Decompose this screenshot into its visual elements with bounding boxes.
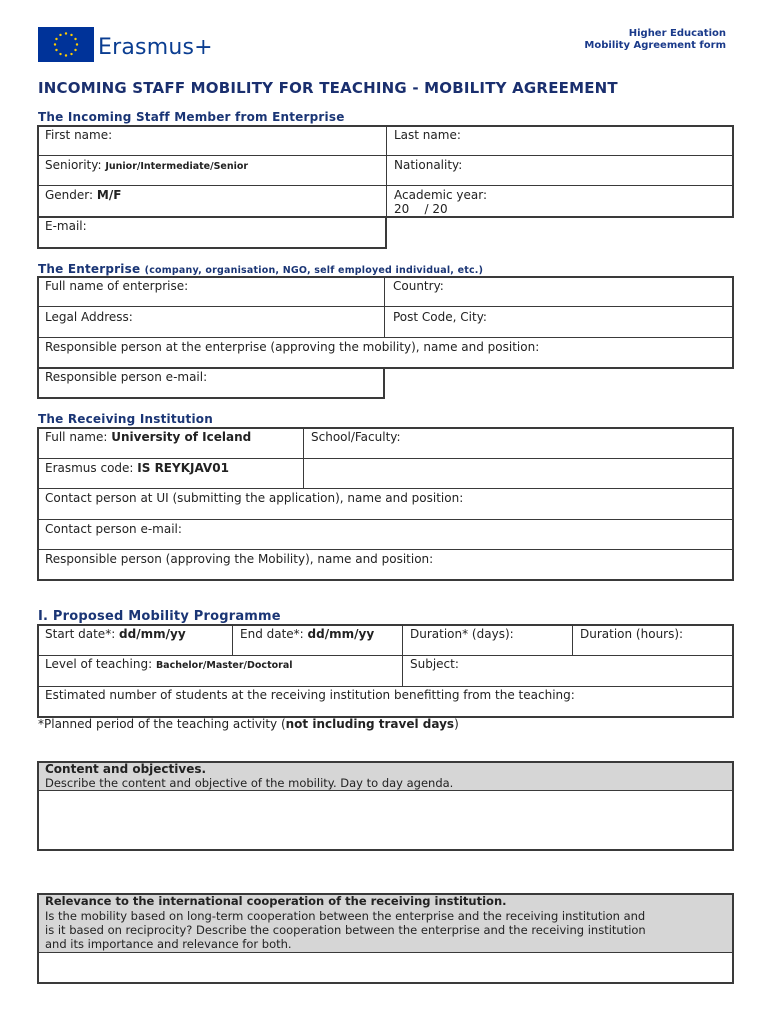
relevance-desc-line1: Is the mobility based on long-term cooperation between the enterprise and the receiving institution and [45, 909, 646, 923]
enterprise-responsible-field[interactable]: Responsible person at the enterprise (approving the mobility), name and position: [45, 340, 540, 354]
school-faculty-field[interactable]: School/Faculty: [311, 430, 401, 444]
eu-star-icon [70, 53, 72, 55]
contact-person-field[interactable]: Contact person at UI (submitting the application), name and position: [45, 491, 464, 505]
planned-period-note: *Planned period of the teaching activity (not including travel days) [38, 717, 459, 731]
start-date-field[interactable]: Start date*: dd/mm/yy [45, 627, 186, 641]
last-name-field[interactable]: Last name: [394, 128, 461, 142]
page-title: INCOMING STAFF MOBILITY FOR TEACHING - MOBILITY AGREEMENT [38, 79, 618, 97]
eu-star-icon [55, 38, 57, 40]
end-date-field[interactable]: End date*: dd/mm/yy [240, 627, 375, 641]
content-objectives-desc: Describe the content and objective of the mobility. Day to day agenda. [45, 776, 454, 790]
erasmus-code-field[interactable]: Erasmus code: IS REYKJAV01 [45, 461, 229, 475]
first-name-field[interactable]: First name: [45, 128, 113, 142]
content-objectives-title: Content and objectives. [45, 762, 207, 776]
relevance-input[interactable] [39, 954, 732, 982]
staff-email-box [37, 216, 387, 249]
contact-email-field[interactable]: Contact person e-mail: [45, 522, 182, 536]
eu-star-icon [74, 38, 76, 40]
eu-star-icon [65, 54, 67, 56]
eu-stars-icon [38, 27, 94, 62]
eu-star-icon [54, 43, 56, 45]
eu-star-icon [74, 49, 76, 51]
duration-hours-field[interactable]: Duration (hours): [580, 627, 684, 641]
relevance-desc-line2: is it based on reciprocity? Describe the cooperation between the enterprise and the receiving institution [45, 923, 646, 937]
academic-year-field[interactable]: Academic year: 20 / 20 [394, 188, 487, 216]
eu-star-icon [59, 34, 61, 36]
eu-star-icon [59, 53, 61, 55]
programme-section-heading: I. Proposed Mobility Programme [38, 609, 281, 624]
subject-field[interactable]: Subject: [410, 657, 459, 671]
enterprise-country-field[interactable]: Country: [393, 279, 444, 293]
post-code-field[interactable]: Post Code, City: [393, 310, 487, 324]
eu-star-icon [70, 34, 72, 36]
receiving-section-heading: The Receiving Institution [38, 412, 213, 426]
institution-name-field[interactable]: Full name: University of Iceland [45, 430, 252, 444]
students-estimate-field[interactable]: Estimated number of students at the receiving institution benefitting from the teaching: [45, 688, 575, 702]
eu-star-icon [65, 32, 67, 34]
enterprise-section-heading: The Enterprise (company, organisation, NGO, self employed individual, etc.) [38, 262, 484, 276]
receiving-responsible-field[interactable]: Responsible person (approving the Mobility), name and position: [45, 552, 434, 566]
eu-star-icon [55, 49, 57, 51]
legal-address-field[interactable]: Legal Address: [45, 310, 133, 324]
email-field[interactable]: E-mail: [45, 219, 87, 233]
form-type-label: Higher Education Mobility Agreement form [584, 28, 726, 51]
duration-days-field[interactable]: Duration* (days): [410, 627, 514, 641]
content-objectives-input[interactable] [39, 792, 732, 849]
relevance-title: Relevance to the international cooperation of the receiving institution. [45, 894, 507, 908]
relevance-desc-line3: and its importance and relevance for both. [45, 937, 292, 951]
eu-flag-logo [38, 27, 94, 62]
eu-star-icon [76, 43, 78, 45]
enterprise-responsible-email-field[interactable]: Responsible person e-mail: [45, 370, 208, 384]
erasmus-logo-text: Erasmus+ [98, 35, 213, 60]
staff-section-heading: The Incoming Staff Member from Enterprise [38, 110, 345, 124]
seniority-field[interactable]: Seniority: Junior/Intermediate/Senior [45, 158, 249, 172]
teaching-level-field[interactable]: Level of teaching: Bachelor/Master/Doctoral [45, 657, 293, 671]
enterprise-name-field[interactable]: Full name of enterprise: [45, 279, 189, 293]
gender-field[interactable]: Gender: M/F [45, 188, 122, 202]
nationality-field[interactable]: Nationality: [394, 158, 463, 172]
